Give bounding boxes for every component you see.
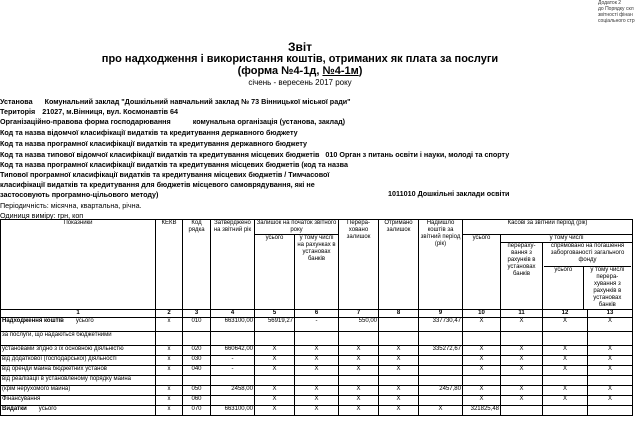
form-number-prefix: (форма №4-1д, — [237, 65, 323, 77]
row-kekv: x — [156, 386, 183, 396]
row-transferred: X — [339, 396, 379, 406]
row-transferred — [339, 376, 379, 386]
col-debt-repay-label: спрямовано на погашення заборгованості загального фонду — [550, 243, 625, 263]
row-approved: - — [211, 356, 255, 366]
row-debt-total — [543, 376, 588, 386]
row-balance-accounts — [295, 332, 339, 346]
row-indicator — [1, 376, 156, 386]
row-approved — [211, 332, 255, 346]
row-approved: 663100,00 — [211, 318, 255, 332]
corner-note — [598, 0, 635, 24]
row-kekv: x — [156, 406, 183, 416]
col-cash-expenses: Касові за звітний період (рік) — [463, 220, 633, 235]
row-kekv: x — [156, 366, 183, 376]
row-debt-total: X — [543, 386, 588, 396]
territory-label: Територія — [0, 107, 36, 116]
row-transferred-accounts: X — [501, 396, 543, 406]
row-debt-total: X — [543, 396, 588, 406]
col-debt-repay — [543, 243, 633, 310]
row-debt-total: X — [543, 366, 588, 376]
row-balance-accounts: X — [295, 406, 339, 416]
row-indicator — [1, 346, 156, 356]
row-transferred-accounts: X — [501, 318, 543, 332]
row-code — [183, 376, 211, 386]
row-received: X — [379, 346, 419, 356]
row-kekv — [156, 332, 183, 346]
row-arrived — [419, 356, 463, 366]
corner-note-line: до Порядку скл — [598, 6, 634, 12]
row-label: Фінансування — [2, 396, 41, 402]
row-arrived: 335272,67 — [419, 346, 463, 356]
row-balance-total: X — [255, 366, 295, 376]
report-title: Звіт — [287, 40, 313, 54]
row-indicator — [1, 356, 156, 366]
row-balance-total — [255, 332, 295, 346]
report-table — [0, 219, 633, 416]
program-local-line: застосовують програмно-цільового методу) — [0, 190, 159, 199]
corner-note-line: звітності фінан — [598, 12, 633, 18]
row-debt-incl: X — [588, 318, 633, 332]
row-code: 060 — [183, 396, 211, 406]
row-received: X — [379, 356, 419, 366]
row-code: 020 — [183, 346, 211, 356]
row-indicator — [1, 332, 156, 346]
periodicity: Періодичність: місячна, квартальна, річна. — [0, 201, 142, 210]
row-balance-total: X — [255, 396, 295, 406]
program-local-line: Код та назва програмної класифікації видатків та кредитування місцевих бюджетів (код та назва — [0, 160, 348, 169]
institution-row — [0, 97, 351, 106]
col-number: 13 — [588, 310, 633, 318]
row-approved: 663100,00 — [211, 406, 255, 416]
row-transferred-accounts: X — [501, 386, 543, 396]
debt-subtable — [544, 266, 631, 309]
table-row — [1, 366, 633, 376]
row-approved — [211, 376, 255, 386]
table-row — [1, 396, 633, 406]
row-indicator — [1, 366, 156, 376]
row-debt-incl: X — [588, 396, 633, 406]
legal-form-value: комунальна організація (установа, заклад) — [192, 117, 346, 126]
row-code: 070 — [183, 406, 211, 416]
row-kekv: x — [156, 346, 183, 356]
col-debt-total: усього — [544, 267, 583, 310]
form-number-suffix: ) — [358, 65, 363, 77]
row-debt-total: X — [543, 356, 588, 366]
row-received: X — [379, 386, 419, 396]
report-subtitle: про надходження і використання коштів, отриманих як плата за послуги — [101, 53, 499, 65]
row-cash-total: 321825,48 — [463, 406, 501, 416]
col-indicators: Показники — [1, 220, 156, 310]
typical-code-label: Код та назва типової відомчої класифікації видатків та кредитування місцевих бюджетів — [0, 150, 320, 159]
table-row — [1, 332, 633, 346]
table-row — [1, 386, 633, 396]
row-balance-total: X — [255, 346, 295, 356]
row-kekv — [156, 376, 183, 386]
row-indicator — [1, 386, 156, 396]
row-debt-incl — [588, 332, 633, 346]
col-number: 4 — [211, 310, 255, 318]
col-approved: Затверджено на звітний рік — [211, 220, 255, 310]
form-number — [0, 65, 600, 77]
col-number: 7 — [339, 310, 379, 318]
row-cash-total: X — [463, 366, 501, 376]
form-number-selected: №4-1м — [322, 65, 359, 77]
table-row — [1, 318, 633, 332]
row-approved: 660642,00 — [211, 346, 255, 356]
row-label: Надходження коштів — [2, 318, 64, 324]
col-received: Отримано залишок — [379, 220, 419, 310]
row-sublabel: усього — [38, 406, 57, 412]
row-balance-accounts — [295, 376, 339, 386]
corner-note-line: Додаток 2 — [598, 0, 622, 6]
typical-code-row — [0, 150, 509, 159]
row-label: установами згідно з їх основною діяльністю — [2, 346, 124, 352]
territory-row — [0, 107, 178, 116]
row-arrived — [419, 332, 463, 346]
row-indicator — [1, 406, 156, 416]
row-debt-total — [543, 406, 588, 416]
row-sublabel: усього — [75, 318, 94, 324]
unit: Одиниця виміру: грн, коп — [0, 211, 84, 220]
row-arrived — [419, 396, 463, 406]
program-local-line: класифікації видатків та кредитування для бюджетів місцевого самоврядування, які не — [0, 180, 315, 189]
row-debt-incl: X — [588, 386, 633, 396]
row-balance-accounts: X — [295, 396, 339, 406]
row-transferred-accounts: X — [501, 366, 543, 376]
row-balance-accounts: - — [295, 318, 339, 332]
row-transferred-accounts: X — [501, 356, 543, 366]
row-debt-incl: X — [588, 346, 633, 356]
row-received — [379, 332, 419, 346]
row-debt-incl: X — [588, 356, 633, 366]
row-balance-total: 56919,27 — [255, 318, 295, 332]
row-balance-total — [255, 376, 295, 386]
row-balance-accounts: X — [295, 386, 339, 396]
table-row — [1, 376, 633, 386]
row-kekv: x — [156, 318, 183, 332]
row-balance-total: X — [255, 386, 295, 396]
col-number: 12 — [543, 310, 588, 318]
col-arrived: Надійшло коштів за звітний період (рік) — [419, 220, 463, 310]
row-transferred: X — [339, 366, 379, 376]
row-approved: 2458,00 — [211, 386, 255, 396]
row-debt-total: X — [543, 346, 588, 356]
program-local-value: 1011010 Дошкільні заклади освіти — [388, 189, 510, 198]
row-transferred: X — [339, 356, 379, 366]
row-approved: - — [211, 366, 255, 376]
row-label: за послуги, що надаються бюджетними — [2, 332, 112, 338]
col-number: 11 — [501, 310, 543, 318]
row-indicator — [1, 396, 156, 406]
col-debt-incl: у тому числі перера- хування з рахунків в установах банків — [583, 267, 631, 310]
row-transferred: 550,00 — [339, 318, 379, 332]
col-number: 6 — [295, 310, 339, 318]
col-incl: у тому числі — [501, 235, 633, 243]
row-transferred-accounts — [501, 332, 543, 346]
row-balance-accounts: X — [295, 366, 339, 376]
col-kekv: КЕКВ — [156, 220, 183, 310]
col-transferred-accounts: перераху- вання з рахунків в установах банків — [501, 243, 543, 310]
col-transferred: Перера- ховано залишок — [339, 220, 379, 310]
col-row-code: Код рядка — [183, 220, 211, 310]
institution-value: Комунальний заклад "Дошкільний навчальний заклад № 73 Вінницької міської ради" — [44, 97, 351, 106]
row-label: від реалізації в установленому порядку майна — [2, 376, 132, 382]
row-code: 040 — [183, 366, 211, 376]
row-label: від додаткової (господарської) діяльності — [2, 356, 117, 362]
legal-form-label: Організаційно-правова форма господарювання — [0, 117, 171, 126]
row-label: від оренди майна бюджетних установ — [2, 366, 107, 372]
row-transferred-accounts — [501, 376, 543, 386]
col-balance-accounts: у тому числі на рахунках в установах банків — [295, 235, 339, 310]
row-transferred — [339, 332, 379, 346]
col-number: 1 — [1, 310, 156, 318]
institution-label: Установа — [0, 97, 33, 106]
col-number: 8 — [379, 310, 419, 318]
row-received — [379, 318, 419, 332]
row-transferred: X — [339, 346, 379, 356]
table-row — [1, 406, 633, 416]
row-debt-total: X — [543, 318, 588, 332]
row-balance-accounts: X — [295, 356, 339, 366]
corner-note-line: соціального стр — [598, 18, 635, 24]
table-header-row — [1, 220, 633, 235]
col-numbers-row — [1, 310, 633, 318]
row-received: X — [379, 396, 419, 406]
col-number: 9 — [419, 310, 463, 318]
row-debt-incl — [588, 406, 633, 416]
row-cash-total: X — [463, 396, 501, 406]
row-debt-total — [543, 332, 588, 346]
program-local-line: Типової програмної класифікації видатків та кредитування місцевих бюджетів / Тимчасової — [0, 170, 330, 179]
table-body — [1, 318, 633, 416]
row-transferred: X — [339, 406, 379, 416]
row-transferred: X — [339, 386, 379, 396]
row-cash-total: X — [463, 386, 501, 396]
row-arrived — [419, 376, 463, 386]
row-arrived: X — [419, 406, 463, 416]
row-arrived: 337730,47 — [419, 318, 463, 332]
row-cash-total: X — [463, 356, 501, 366]
row-received — [379, 376, 419, 386]
territory-value: 21027, м.Вінниця, вул. Космонавтів 64 — [42, 107, 179, 116]
row-arrived: 2457,80 — [419, 386, 463, 396]
col-balance-total: усього — [255, 235, 295, 310]
row-debt-incl: X — [588, 366, 633, 376]
row-received: X — [379, 406, 419, 416]
col-number: 10 — [463, 310, 501, 318]
row-code: 030 — [183, 356, 211, 366]
row-kekv: x — [156, 356, 183, 366]
row-debt-incl — [588, 376, 633, 386]
row-approved — [211, 396, 255, 406]
col-cash-total: усього — [463, 235, 501, 310]
typical-code-value: 010 Орган з питань освіти і науки, молоді та спорту — [325, 150, 510, 159]
row-received: X — [379, 366, 419, 376]
row-label: Видатки — [2, 406, 27, 412]
row-transferred-accounts: X — [501, 346, 543, 356]
row-balance-accounts: X — [295, 346, 339, 356]
row-cash-total: X — [463, 318, 501, 332]
row-code: 010 — [183, 318, 211, 332]
row-balance-total: X — [255, 406, 295, 416]
row-balance-total: X — [255, 356, 295, 366]
dept-code-row: Код та назва відомчої класифікації видатків та кредитування державного бюджету — [0, 128, 298, 137]
col-number: 2 — [156, 310, 183, 318]
table-row — [1, 346, 633, 356]
row-transferred-accounts — [501, 406, 543, 416]
legal-form-row — [0, 117, 345, 126]
row-kekv: x — [156, 396, 183, 406]
row-indicator — [1, 318, 156, 332]
col-balance-start: Залишок на початок звітного року — [255, 220, 339, 235]
col-number: 5 — [255, 310, 295, 318]
row-code — [183, 332, 211, 346]
report-period: січень - вересень 2017 року — [248, 78, 352, 87]
col-number: 3 — [183, 310, 211, 318]
row-cash-total — [463, 376, 501, 386]
row-cash-total: X — [463, 346, 501, 356]
row-arrived — [419, 366, 463, 376]
row-label: (крім нерухомого майна) — [2, 386, 71, 392]
program-code-row: Код та назва програмної класифікації видатків та кредитування державного бюджету — [0, 139, 308, 148]
row-code: 050 — [183, 386, 211, 396]
table-row — [1, 356, 633, 366]
row-cash-total — [463, 332, 501, 346]
